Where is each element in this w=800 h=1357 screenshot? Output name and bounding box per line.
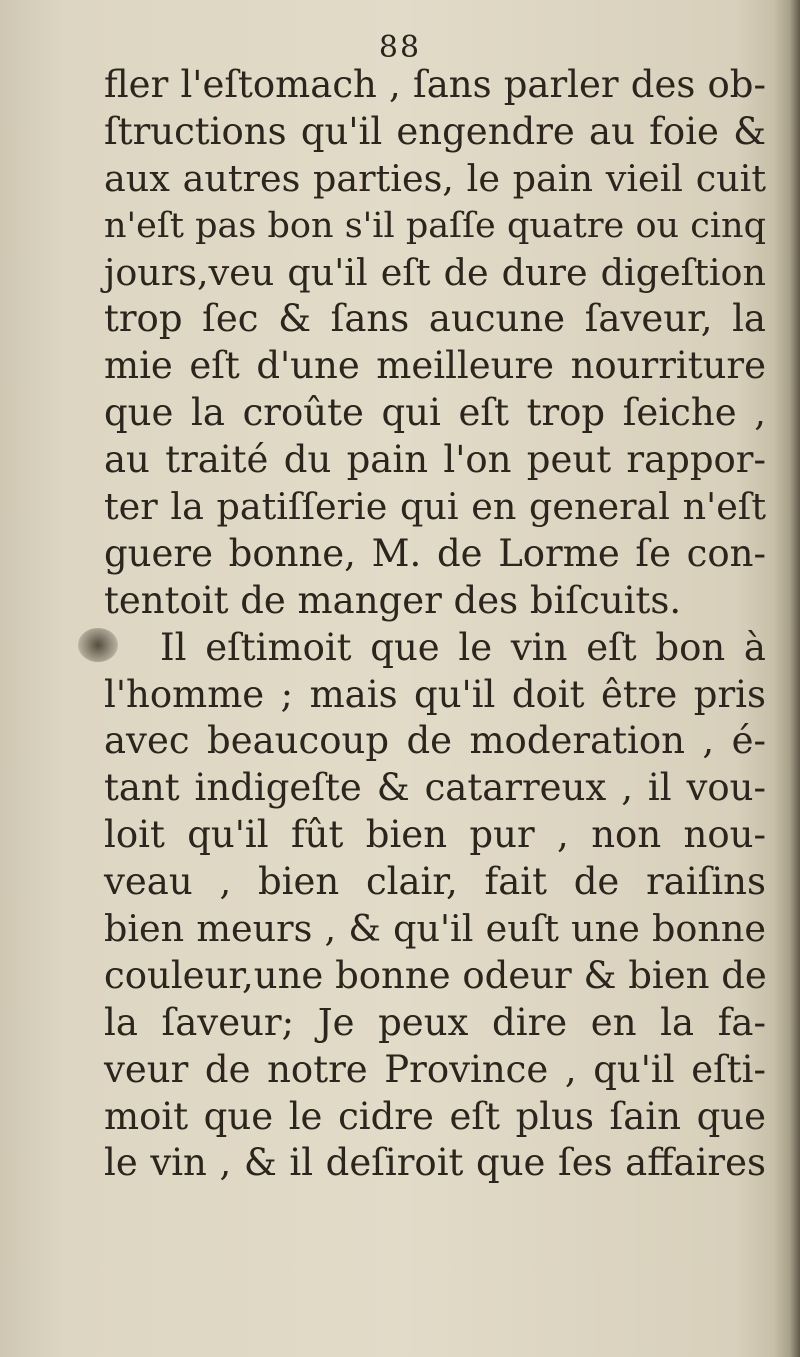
body-text — [104, 62, 766, 1187]
paragraph-start-line: Il eſtimoit que le vin eſt bon à — [160, 625, 766, 669]
text-line: moit que le cidre eſt plus ſain que — [104, 1094, 766, 1138]
text-line: tentoit de manger des biſcuits. — [104, 578, 682, 622]
text-line: le vin , & il deſiroit que ſes affaires — [104, 1141, 766, 1185]
text-line: ter la patiſſerie qui en general n'eſt — [104, 485, 766, 529]
text-line: n'eſt pas bon s'il paſſe quatre ou cinq — [104, 205, 766, 246]
text-line: l'homme ; mais qu'il doit être pris — [104, 672, 766, 716]
text-line: jours,veu qu'il eſt de dure digeſtion — [104, 250, 766, 294]
text-line: veur de notre Province , qu'il eſti- — [104, 1047, 766, 1091]
text-line: bien meurs , & qu'il euſt une bonne — [104, 907, 766, 951]
text-line: ſtructions qu'il engendre au foie & — [104, 109, 766, 153]
page-gutter-shadow — [774, 0, 800, 1357]
text-line: mie eſt d'une meilleure nourriture — [104, 344, 766, 388]
text-line: la ſaveur; Je peux dire en la fa- — [104, 1000, 766, 1044]
text-line: fler l'eſtomach , ſans parler des ob- — [104, 63, 766, 106]
text-line: loit qu'il fût bien pur , non nou- — [104, 813, 766, 857]
text-line: couleur,une bonne odeur & bien de — [104, 953, 767, 997]
text-line: trop ſec & ſans aucune ſaveur, la — [104, 297, 766, 341]
text-line: avec beaucoup de moderation , é- — [104, 719, 766, 763]
text-line: tant indigeſte & catarreux , il vou- — [104, 766, 766, 810]
text-line: au traité du pain l'on peut rappor- — [104, 438, 766, 482]
text-line: veau , bien clair, fait de raiſins — [104, 860, 766, 904]
text-line: que la croûte qui eſt trop ſeiche , — [104, 391, 766, 435]
text-line: aux autres parties, le pain vieil cuit — [104, 156, 766, 200]
text-line: guere bonne, M. de Lorme ſe con- — [104, 531, 766, 575]
page-number: 88 — [378, 30, 422, 65]
